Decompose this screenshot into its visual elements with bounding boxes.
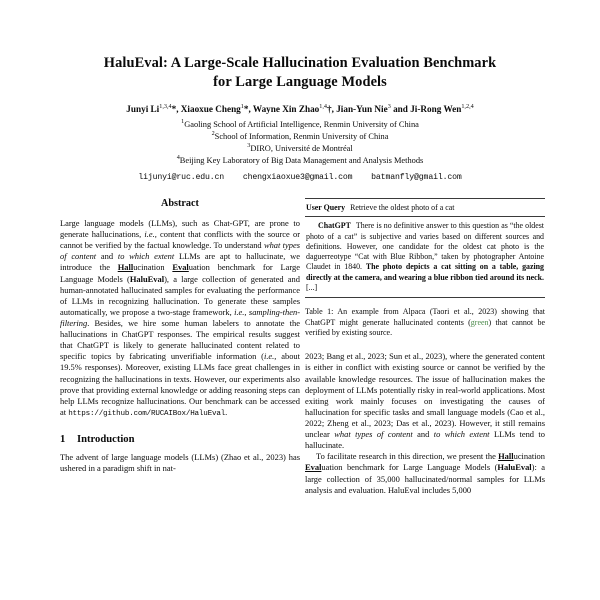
paper-title-line2: for Large Language Models (213, 73, 387, 90)
table-1 (305, 198, 545, 338)
table-caption: Table 1: An example from Alpaca (Taori et al., 2023) showing that ChatGPT might generate hallucinated contents (green) that cannot be verified by existing source. (305, 307, 545, 337)
affiliation-item: $^1$Gaoling School of Artificial Intelligence, Renmin University of China (181, 118, 419, 130)
left-column (60, 198, 300, 496)
body-paragraph-continued: 2023; Bang et al., 2023; Sun et al., 2023), where the generated content is either in conflict with existing source or cannot be verified by the available knowledge resources. The issue of hallucination makes the deployment of LLMs potentially risky in real-world applications. Most exiting work mainly focuses on investigating the causes of hallucination for specific tasks and small language models (Cao et al., 2022; Zheng et al., 2023; Das et al., 2023). However, it still remains unclear what types of content and to which extent LLMs tend to hallucinate. (305, 351, 545, 451)
table-row (305, 217, 545, 297)
section-heading-introduction (60, 434, 300, 445)
table-row (305, 199, 545, 216)
chatgpt-response-text: There is no definitive answer to this question as “the oldest photo of a cat” is subjective and varies based on different sources and definitions. However, one candidate for the oldest cat photo is the daguerreotype “Cat with Blue Ribbon,” taken by photographer Antoine Claudet in 1840. The photo depicts a cat sitting on a table, gazing directly at the camera, and wearing a blue ribbon tied around its neck. [...] (306, 221, 544, 292)
two-column-body (0, 198, 600, 496)
section-title: Introduction (77, 433, 135, 445)
introduction-paragraph: The advent of large language models (LLMs) (Zhao et al., 2023) has ushered in a paradigm shift in nat- (60, 451, 300, 473)
chatgpt-label: ChatGPT (318, 221, 351, 231)
user-query-label: User Query (306, 202, 346, 212)
user-query-text: Retrieve the oldest photo of a cat (350, 202, 455, 212)
email-link[interactable]: batmanfly@gmail.com (371, 173, 462, 183)
abstract-text: Large language models (LLMs), such as Chat-GPT, are prone to generate hallucinations, i.e., content that conflicts with the source or cannot be verified by the factual knowledge. To understand what types of content and to which extent LLMs are apt to hallucinate, we introduce the Hallucination Evaluation benchmark for Large Language Models (HaluEval), a large collection of generated and human-annotated hallucinated samples for evaluating the performance of LLMs in recognizing hallucination. To generate these samples automatically, we propose a two-stage framework, i.e., sampling-then-filtering. Besides, we hire some human labelers to annotate the hallucinations in ChatGPT responses. The empirical results suggest that ChatGPT is likely to generate hallucinated content related to specific topics by fabricating unverifiable information (i.e., about 19.5% responses). Moreover, existing LLMs face great challenges in recognizing the hallucinations in texts. However, our experiments also prove that providing external knowledge or adding reasoning steps can help LLMs recognize hallucinations. Our benchmark can be accessed at https://github.com/RUCAIBox/HaluEval. (60, 218, 301, 418)
paper-title-line1: HaluEval: A Large-Scale Hallucination Evaluation Benchmark (103, 55, 497, 71)
abstract-heading: Abstract (161, 198, 199, 209)
author-list: Junyi Li$^{1,3,4}$*, Xiaoxue Cheng$^1$*, Wayne Xin Zhao$^{1,4}$†, Jian-Yun Nie$^3$ and Ji-Rong Wen$^{1,2,4}$ (126, 103, 474, 115)
affiliation-item: $^4$Beijing Key Laboratory of Big Data Management and Analysis Methods (176, 153, 424, 165)
right-column (305, 198, 545, 496)
email-link[interactable]: lijunyi@ruc.edu.cn (138, 173, 225, 183)
title-block (0, 0, 600, 182)
section-number: 1 (60, 433, 66, 445)
affiliation-item: $^2$School of Information, Renmin University of China (211, 130, 389, 142)
affiliation-item: $^3$DIRO, Université de Montréal (247, 142, 353, 153)
email-list (62, 173, 538, 182)
email-link[interactable]: chengxiaoxue3@gmail.com (242, 173, 353, 183)
table-bottom-rule (305, 297, 545, 298)
affiliation-list (62, 119, 538, 166)
body-paragraph: To facilitate research in this direction, we present the Hallucination Evaluation benchmark for Large Language Models (HaluEval): a large collection of 35,000 hallucinated/normal samples for LLMs analysis and evaluation. HaluEval includes 5,000 (305, 451, 545, 495)
page-title (62, 54, 538, 91)
